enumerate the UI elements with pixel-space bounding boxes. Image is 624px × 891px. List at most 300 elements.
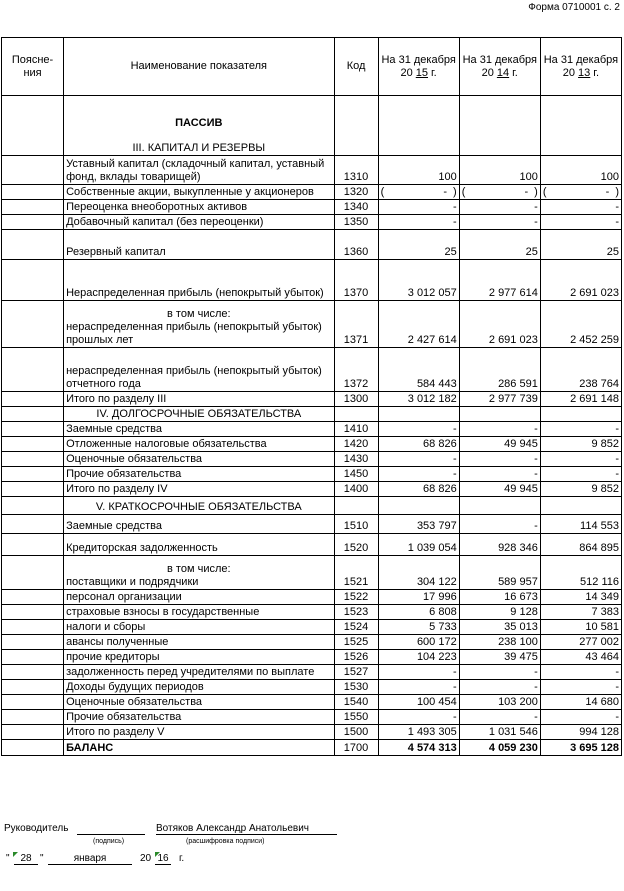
year-value: 13 <box>578 66 591 79</box>
value-text: 584 443 <box>416 378 457 390</box>
value-text: 238 764 <box>579 378 619 390</box>
empty-cell <box>459 407 540 422</box>
value-1 <box>378 230 459 260</box>
green-marker-icon <box>155 852 160 857</box>
value-1 <box>378 725 459 740</box>
table-row <box>2 665 622 680</box>
value-text: 17 996 <box>423 591 457 603</box>
table-row <box>2 556 622 590</box>
row-name <box>64 200 334 215</box>
value-1 <box>378 348 459 392</box>
row-name <box>64 452 334 467</box>
note-cell <box>2 590 64 605</box>
row-name-text: задолженность перед учредителями по выплате <box>66 666 315 678</box>
row-name-text: Переоценка внеоборотных активов <box>66 201 248 213</box>
row-name-text: Резервный капитал <box>66 246 166 258</box>
note-cell <box>2 200 64 215</box>
value-text: 4 059 230 <box>488 742 538 754</box>
paren-value <box>381 186 457 199</box>
value-2 <box>459 665 540 680</box>
value-1 <box>378 620 459 635</box>
row-name-text: налоги и сборы <box>66 621 146 633</box>
value-3 <box>540 185 621 200</box>
row-name <box>64 348 334 392</box>
row-code: 1371 <box>334 301 378 348</box>
row-code: 1430 <box>334 452 378 467</box>
row-name <box>64 230 334 260</box>
value-text: 928 346 <box>498 542 538 554</box>
row-code: 1350 <box>334 215 378 230</box>
row-name <box>64 215 334 230</box>
value-1 <box>378 260 459 301</box>
row-code: 1700 <box>334 740 378 756</box>
table-row <box>2 422 622 437</box>
note-cell <box>2 620 64 635</box>
paren-close: ) <box>453 186 457 198</box>
empty-cell <box>334 497 378 515</box>
value-text: 6 808 <box>429 606 457 618</box>
value-2 <box>459 620 540 635</box>
value-text: 589 957 <box>498 576 538 588</box>
value-text: 103 200 <box>498 696 538 708</box>
value-3 <box>540 725 621 740</box>
section-title <box>64 497 334 515</box>
row-name <box>64 392 334 407</box>
empty-cell <box>378 497 459 515</box>
note-cell <box>2 497 64 515</box>
table-row <box>2 452 622 467</box>
note-cell <box>2 407 64 422</box>
note-cell <box>2 260 64 301</box>
date-prefix: На 31 декабря <box>543 53 619 66</box>
row-name-text: Итого по разделу III <box>66 393 167 405</box>
row-code: 1526 <box>334 650 378 665</box>
value-2 <box>459 200 540 215</box>
col-date-3-header <box>540 38 621 96</box>
value-text: - <box>615 666 619 678</box>
value-text: - <box>534 520 538 532</box>
value-text: 25 <box>525 246 538 258</box>
value-1 <box>378 422 459 437</box>
note-cell <box>2 301 64 348</box>
table-row <box>2 695 622 710</box>
value-text: - <box>453 681 457 693</box>
value-text: - <box>453 453 457 465</box>
row-code: 1550 <box>334 710 378 725</box>
row-name-text: Оценочные обязательства <box>66 453 203 465</box>
row-name-text: Заемные средства <box>66 520 162 532</box>
row-code: 1360 <box>334 230 378 260</box>
value-text: 2 427 614 <box>407 334 457 346</box>
form-number: Форма 0710001 с. 2 <box>528 2 620 13</box>
value-text: - <box>615 201 619 213</box>
col-note-header: Поясне- ния <box>2 38 64 96</box>
value-text: - <box>453 666 457 678</box>
year-value: 14 <box>496 66 510 79</box>
value-text: 39 475 <box>504 651 538 663</box>
row-code: 1530 <box>334 680 378 695</box>
value-text: 4 574 313 <box>407 742 457 754</box>
value-3 <box>540 710 621 725</box>
paren-value <box>543 186 619 199</box>
value-text: 304 122 <box>416 576 457 588</box>
table-row <box>2 650 622 665</box>
value-text: 286 591 <box>498 378 538 390</box>
value-3 <box>540 215 621 230</box>
value-3 <box>540 620 621 635</box>
section-header-row <box>2 407 622 422</box>
value-1 <box>378 452 459 467</box>
value-text: - <box>534 453 538 465</box>
value-text: - <box>453 423 457 435</box>
table-row <box>2 437 622 452</box>
row-name-text: персонал организации <box>66 591 182 603</box>
value-3 <box>540 695 621 710</box>
value-text: 14 349 <box>585 591 619 603</box>
value-text: - <box>534 216 538 228</box>
row-name <box>64 680 334 695</box>
row-name-text: Уставный капитал (складочный капитал, уставный фонд, вклады товарищей) <box>66 158 325 183</box>
signature-role: Руководитель <box>4 823 69 834</box>
note-cell <box>2 725 64 740</box>
table-row <box>2 200 622 215</box>
row-code: 1340 <box>334 200 378 215</box>
row-name-text: нераспределенная прибыль (непокрытый убыток) прошлых лет <box>66 321 322 346</box>
value-text: 100 <box>519 171 538 183</box>
value-1 <box>378 467 459 482</box>
year-suffix: г. <box>431 66 437 79</box>
value-text: 864 895 <box>579 542 619 554</box>
row-code: 1410 <box>334 422 378 437</box>
value-text: 100 <box>438 171 457 183</box>
table-body <box>2 96 622 756</box>
section-title-text: III. КАПИТАЛ И РЕЗЕРВЫ <box>132 142 266 154</box>
value-text: 2 691 023 <box>570 287 619 299</box>
row-name-text: Прочие обязательства <box>66 468 182 480</box>
year-prefix: 20 <box>481 66 494 79</box>
empty-cell <box>334 96 378 156</box>
row-name-text: Отложенные налоговые обязательства <box>66 438 267 450</box>
value-text: - <box>453 468 457 480</box>
table-row <box>2 605 622 620</box>
table-row <box>2 515 622 534</box>
value-text: 25 <box>444 246 457 258</box>
note-cell <box>2 695 64 710</box>
value-2 <box>459 635 540 650</box>
row-code: 1521 <box>334 556 378 590</box>
row-name-text: нераспределенная прибыль (непокрытый убыток) отчетного года <box>66 365 322 390</box>
table-row <box>2 590 622 605</box>
row-name <box>64 515 334 534</box>
row-name <box>64 467 334 482</box>
row-code: 1370 <box>334 260 378 301</box>
table-row <box>2 635 622 650</box>
header-row <box>2 38 622 96</box>
value-2 <box>459 230 540 260</box>
note-cell <box>2 605 64 620</box>
row-name <box>64 590 334 605</box>
value-2 <box>459 605 540 620</box>
row-code: 1400 <box>334 482 378 497</box>
sign-year: 16 <box>155 853 171 865</box>
row-code: 1310 <box>334 156 378 185</box>
value-text: - <box>453 711 457 723</box>
row-code: 1372 <box>334 348 378 392</box>
value-2 <box>459 452 540 467</box>
value-text: 7 383 <box>591 606 619 618</box>
table-row <box>2 467 622 482</box>
section-title-text: IV. ДОЛГОСРОЧНЫЕ ОБЯЗАТЕЛЬСТВА <box>96 408 302 420</box>
paren-open: ( <box>380 186 385 198</box>
value-3 <box>540 556 621 590</box>
empty-cell <box>378 96 459 156</box>
balance-table <box>1 37 622 756</box>
value-text: - <box>615 423 619 435</box>
row-code: 1525 <box>334 635 378 650</box>
value-2 <box>459 650 540 665</box>
note-cell <box>2 452 64 467</box>
paren-value <box>462 186 538 199</box>
empty-cell <box>459 96 540 156</box>
paren-open: ( <box>542 186 547 198</box>
value-text: - <box>534 711 538 723</box>
table-row <box>2 710 622 725</box>
note-cell <box>2 482 64 497</box>
section-title <box>64 96 334 156</box>
value-1 <box>378 740 459 756</box>
row-code: 1527 <box>334 665 378 680</box>
value-text: - <box>524 186 529 198</box>
row-name-text: Оценочные обязательства <box>66 696 203 708</box>
note-cell <box>2 665 64 680</box>
row-name-text: Итого по разделу V <box>66 726 165 738</box>
passiv-title: ПАССИВ <box>175 117 223 129</box>
value-2 <box>459 556 540 590</box>
row-name <box>64 156 334 185</box>
date-quote-close: " <box>40 853 44 864</box>
row-code: 1540 <box>334 695 378 710</box>
value-text: - <box>453 216 457 228</box>
value-2 <box>459 348 540 392</box>
row-name-text: Нераспределенная прибыль (непокрытый убыток) <box>66 287 324 299</box>
table-row <box>2 680 622 695</box>
value-3 <box>540 392 621 407</box>
value-3 <box>540 301 621 348</box>
date-prefix: На 31 декабря <box>462 53 537 66</box>
value-text: 68 826 <box>423 438 457 450</box>
section-title <box>64 407 334 422</box>
value-2 <box>459 695 540 710</box>
col-date-2-header <box>459 38 540 96</box>
table-row <box>2 215 622 230</box>
year-value: 15 <box>415 66 429 79</box>
value-2 <box>459 590 540 605</box>
row-name <box>64 620 334 635</box>
row-name <box>64 556 334 590</box>
note-cell <box>2 740 64 756</box>
value-3 <box>540 590 621 605</box>
row-prefix: в том числе: <box>167 308 231 320</box>
table-row <box>2 392 622 407</box>
value-text: 100 454 <box>416 696 457 708</box>
value-text: 14 680 <box>585 696 619 708</box>
value-text: 353 797 <box>416 520 457 532</box>
empty-cell <box>540 96 621 156</box>
row-code: 1520 <box>334 534 378 556</box>
value-2 <box>459 710 540 725</box>
row-name-text: БАЛАНС <box>66 742 114 754</box>
row-code: 1450 <box>334 467 378 482</box>
value-text: 9 852 <box>591 438 619 450</box>
value-2 <box>459 422 540 437</box>
value-1 <box>378 515 459 534</box>
value-text: - <box>615 216 619 228</box>
value-text: - <box>615 468 619 480</box>
value-2 <box>459 515 540 534</box>
value-text: 600 172 <box>416 636 457 648</box>
row-name <box>64 695 334 710</box>
value-3 <box>540 650 621 665</box>
value-1 <box>378 680 459 695</box>
value-text: - <box>534 423 538 435</box>
note-cell <box>2 422 64 437</box>
section-title-text: V. КРАТКОСРОЧНЫЕ ОБЯЗАТЕЛЬСТВА <box>95 501 302 513</box>
sign-year-suffix: г. <box>179 853 185 864</box>
value-text: 5 733 <box>429 621 457 633</box>
value-3 <box>540 482 621 497</box>
value-2 <box>459 482 540 497</box>
row-name <box>64 725 334 740</box>
value-1 <box>378 482 459 497</box>
value-3 <box>540 534 621 556</box>
value-2 <box>459 301 540 348</box>
value-1 <box>378 710 459 725</box>
value-3 <box>540 665 621 680</box>
value-text: - <box>615 681 619 693</box>
signature-line <box>77 823 145 835</box>
value-2 <box>459 467 540 482</box>
year-suffix: г. <box>593 66 600 79</box>
value-1 <box>378 392 459 407</box>
empty-cell <box>540 497 621 515</box>
value-2 <box>459 185 540 200</box>
year-prefix: 20 <box>400 66 413 79</box>
value-2 <box>459 215 540 230</box>
signer-name: Вотяков Александр Анатольевич <box>156 823 337 835</box>
value-text: 10 581 <box>585 621 619 633</box>
value-3 <box>540 605 621 620</box>
signature-hint: (подпись) <box>93 838 125 845</box>
value-1 <box>378 215 459 230</box>
note-cell <box>2 96 64 156</box>
year-suffix: г. <box>512 66 518 79</box>
value-1 <box>378 556 459 590</box>
row-code: 1510 <box>334 515 378 534</box>
value-2 <box>459 740 540 756</box>
value-text: 1 039 054 <box>407 542 457 554</box>
row-name <box>64 534 334 556</box>
date-prefix: На 31 декабря <box>381 53 456 66</box>
value-1 <box>378 665 459 680</box>
row-name-text: страховые взносы в государственные <box>66 606 260 618</box>
value-text: 2 691 148 <box>570 393 619 405</box>
value-text: 25 <box>606 246 619 258</box>
row-name <box>64 605 334 620</box>
value-1 <box>378 635 459 650</box>
row-name <box>64 635 334 650</box>
row-code: 1300 <box>334 392 378 407</box>
value-text: 277 002 <box>579 636 619 648</box>
value-text: 49 945 <box>504 483 538 495</box>
note-cell <box>2 437 64 452</box>
note-cell <box>2 156 64 185</box>
section-header-row <box>2 96 622 156</box>
row-name <box>64 665 334 680</box>
value-text: - <box>605 186 610 198</box>
value-text: 1 493 305 <box>407 726 457 738</box>
value-text: 2 977 614 <box>488 287 538 299</box>
value-3 <box>540 200 621 215</box>
row-name-text: Доходы будущих периодов <box>66 681 204 693</box>
value-1 <box>378 156 459 185</box>
empty-cell <box>459 497 540 515</box>
note-cell <box>2 392 64 407</box>
row-code: 1420 <box>334 437 378 452</box>
row-name-text: прочие кредиторы <box>66 651 160 663</box>
value-1 <box>378 200 459 215</box>
value-text: - <box>615 711 619 723</box>
note-cell <box>2 635 64 650</box>
note-cell <box>2 650 64 665</box>
value-1 <box>378 185 459 200</box>
paren-close: ) <box>615 186 619 198</box>
value-1 <box>378 590 459 605</box>
row-name <box>64 740 334 756</box>
note-cell <box>2 467 64 482</box>
value-text: - <box>534 468 538 480</box>
table-row <box>2 230 622 260</box>
row-name <box>64 650 334 665</box>
value-text: 238 100 <box>498 636 538 648</box>
value-text: 994 128 <box>579 726 619 738</box>
value-text: 100 <box>600 171 619 183</box>
row-name-text: поставщики и подрядчики <box>66 576 199 588</box>
section-header-row <box>2 497 622 515</box>
signer-name-hint: (расшифровка подписи) <box>186 838 265 845</box>
row-code: 1320 <box>334 185 378 200</box>
value-text: 9 852 <box>591 483 619 495</box>
empty-cell <box>378 407 459 422</box>
value-1 <box>378 534 459 556</box>
value-text: 114 553 <box>580 520 619 532</box>
value-3 <box>540 260 621 301</box>
value-1 <box>378 605 459 620</box>
value-text: - <box>615 453 619 465</box>
table-row <box>2 482 622 497</box>
value-text: 49 945 <box>504 438 538 450</box>
value-2 <box>459 725 540 740</box>
value-text: 2 452 259 <box>570 334 619 346</box>
empty-cell <box>334 407 378 422</box>
value-3 <box>540 422 621 437</box>
row-code: 1523 <box>334 605 378 620</box>
value-2 <box>459 437 540 452</box>
value-text: 68 826 <box>423 483 457 495</box>
sign-month: января <box>48 853 132 865</box>
note-cell <box>2 534 64 556</box>
value-3 <box>540 156 621 185</box>
row-code: 1522 <box>334 590 378 605</box>
